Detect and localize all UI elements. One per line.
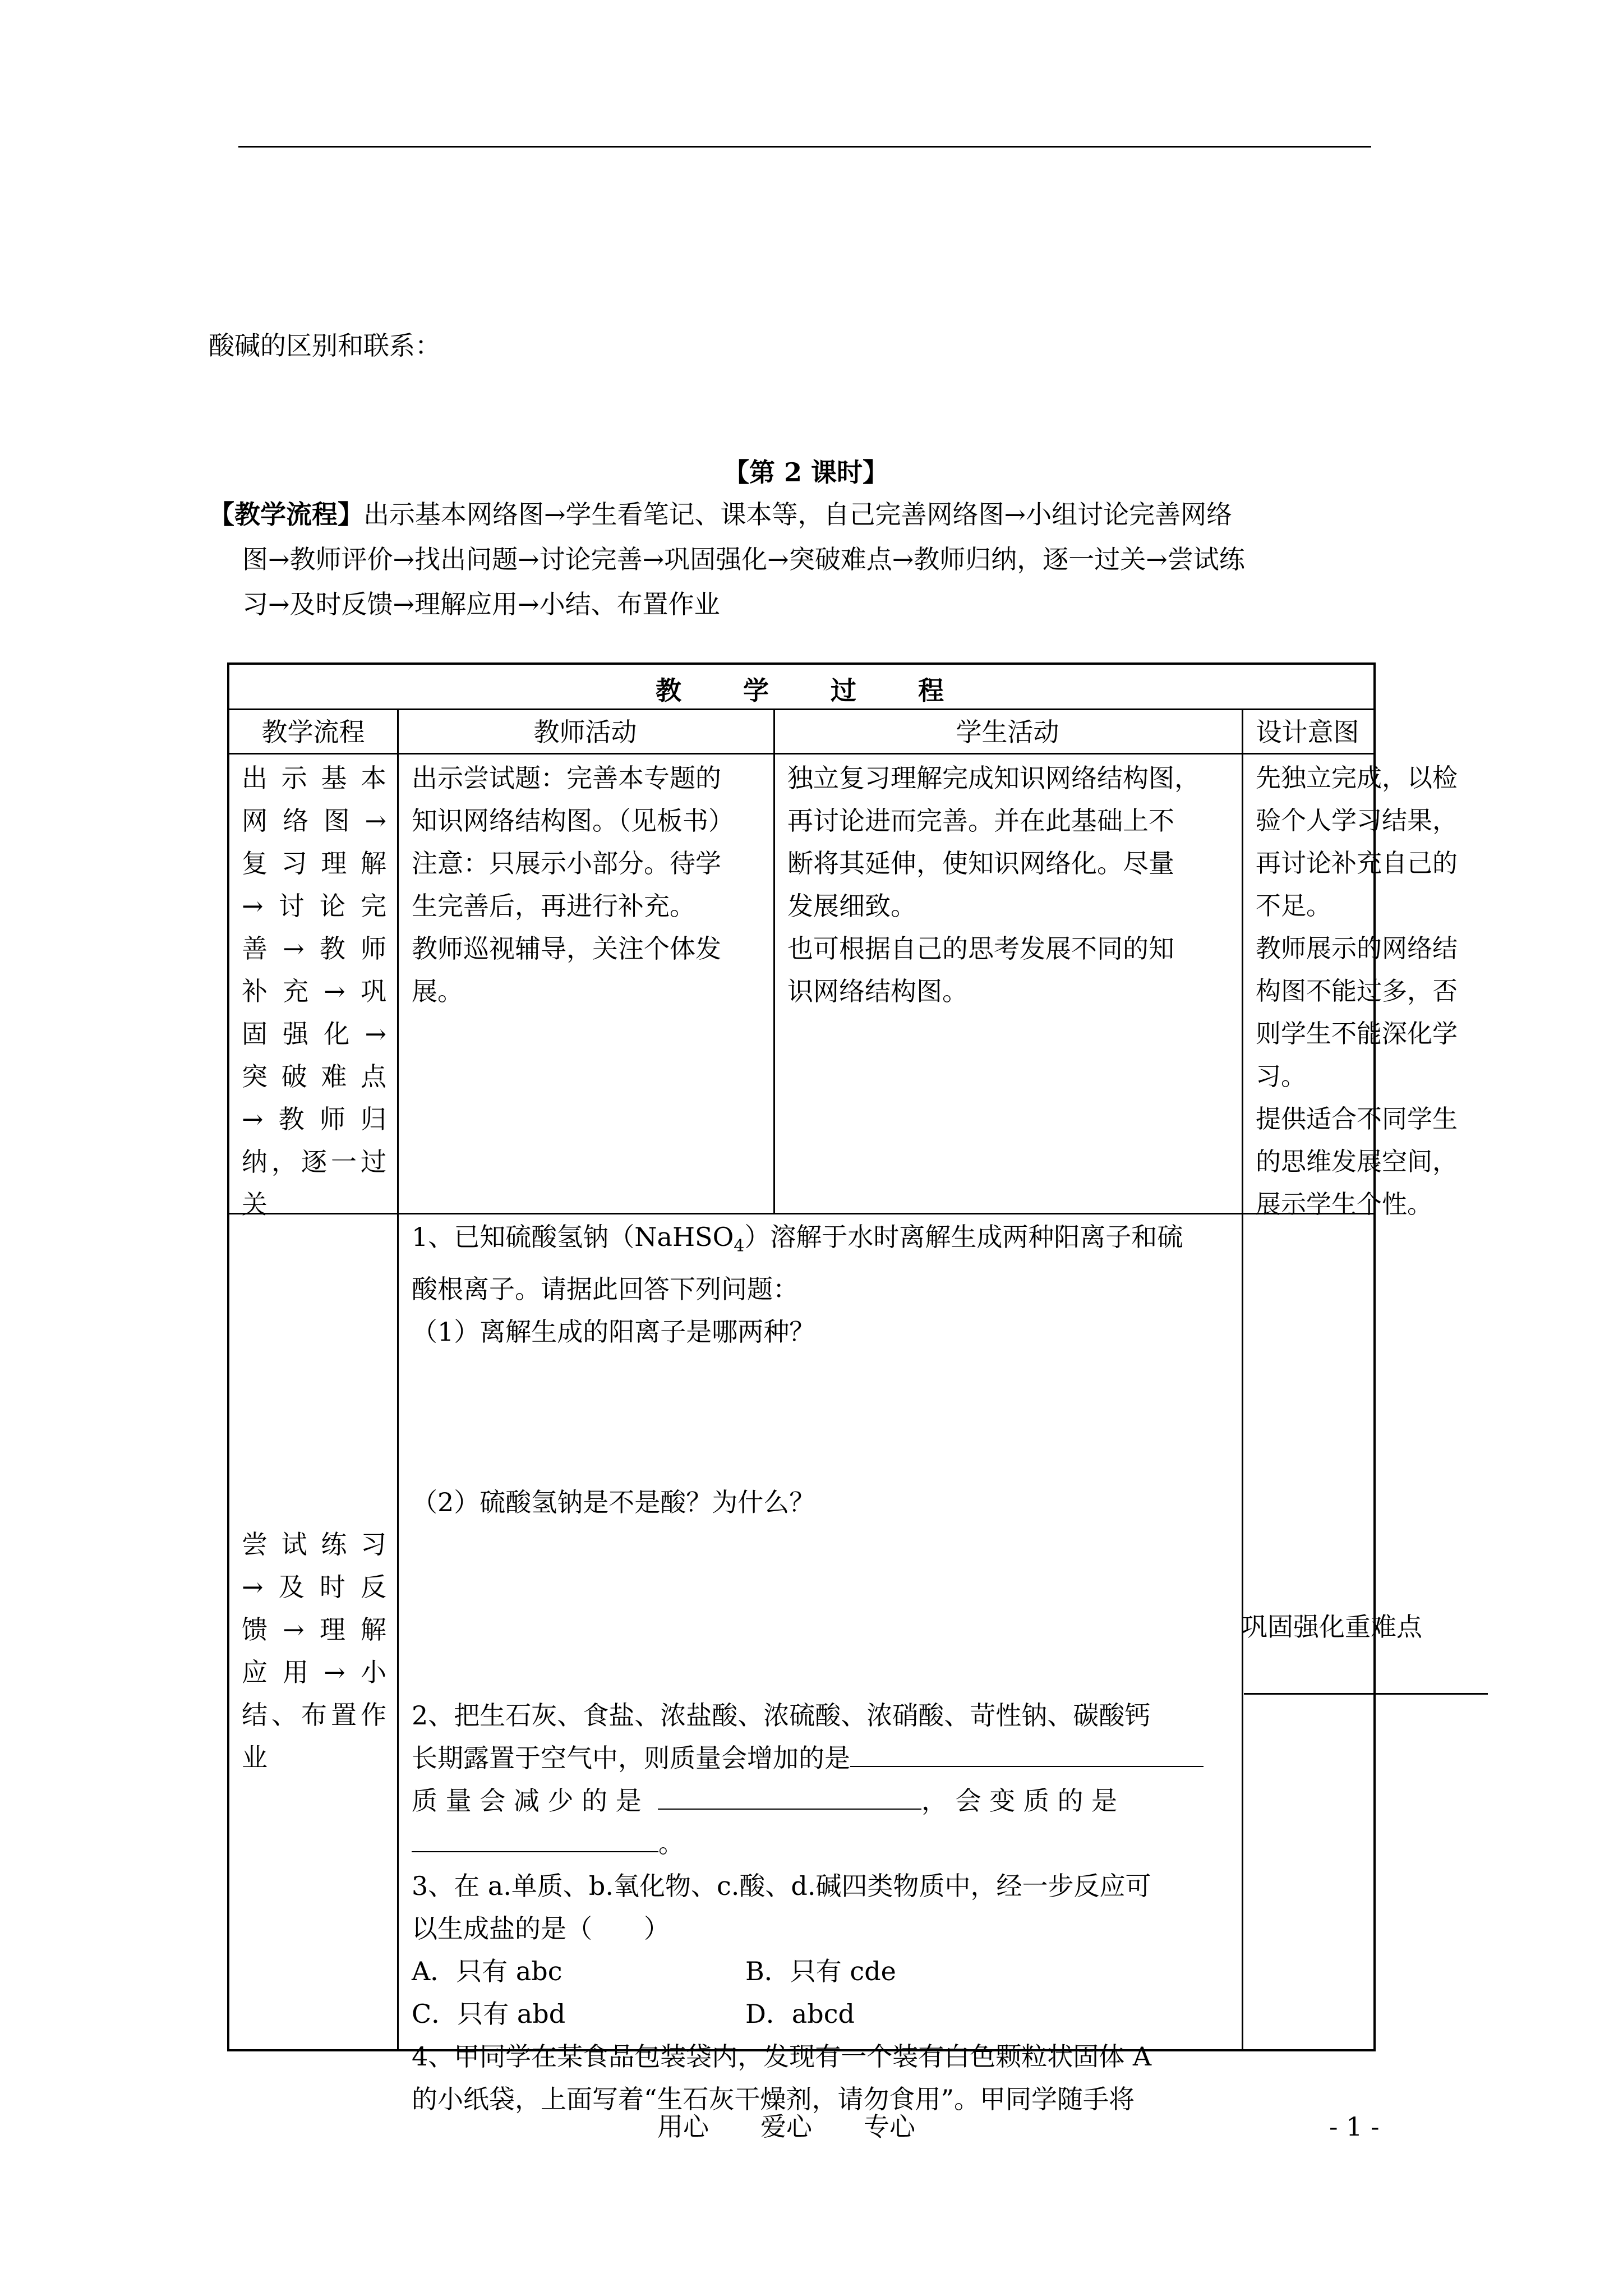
q3-options-row-1: [412, 1950, 1236, 1993]
row1-intent-line: 展示学生个性。: [1256, 1189, 1433, 1219]
row1-intent-line: 构图不能过多，否: [1256, 976, 1458, 1006]
q4-line-2: 的小纸袋，上面写着“生石灰干燥剂，请勿食用”。甲同学随手将: [412, 2084, 1135, 2115]
q2-answer-blank-decrease[interactable]: [658, 1783, 921, 1810]
row2-process-line: 尝试练习: [242, 1529, 386, 1559]
q3-option-d[interactable]: D．abcd: [745, 1999, 855, 2030]
row2-intent: 巩固强化重难点: [1242, 1612, 1422, 1642]
row1-student-line: 发展细致。: [787, 891, 916, 921]
q2-line-4: [412, 1822, 1236, 1865]
teaching-flow-line-1: 出示基本网络图→学生看笔记、课本等，自己完善网络图→小组讨论完善网络: [363, 499, 1233, 530]
q3-line-2: 以生成盐的是（ ）: [412, 1913, 670, 1944]
row1-intent-line: 验个人学习结果，: [1256, 806, 1458, 835]
row1-intent-line: 先独立完成，以检: [1256, 763, 1458, 793]
row1-teacher-line: 出示尝试题：完善本专题的: [412, 763, 721, 793]
row1-process-line: 补充→巩: [242, 976, 386, 1006]
q3-option-b[interactable]: B．只有 cde: [745, 1956, 896, 1987]
teaching-flow: [209, 492, 1364, 627]
row1-intent-line: 提供适合不同学生: [1256, 1104, 1458, 1134]
row2-process-line: →及时反: [242, 1572, 386, 1602]
q2-line-2: [412, 1737, 1236, 1779]
row1-student-line: 识网络结构图。: [787, 976, 968, 1006]
row1-intent-line: 习。: [1256, 1061, 1307, 1091]
row1-intent-line: 则学生不能深化学: [1256, 1019, 1458, 1048]
row1-teacher: [412, 757, 768, 1013]
q2-answer-blank-deteriorate[interactable]: [412, 1825, 658, 1852]
row1-teacher-line: 生完善后，再进行补充。: [412, 891, 695, 921]
row1-teacher-line: 知识网络结构图。（见板书）: [412, 806, 734, 836]
row1-student-line: 也可根据自己的思考发展不同的知: [787, 933, 1174, 964]
q1-part-a: （1）离解生成的阳离子是哪两种？: [412, 1317, 815, 1347]
q1-part-b: （2）硫酸氢钠是不是酸？为什么？: [412, 1487, 815, 1518]
table-col-rule-2: [773, 708, 775, 1213]
row1-process-line: 突破难点: [242, 1061, 386, 1092]
section-heading: 酸碱的区别和联系：: [209, 330, 441, 361]
header-rule: [238, 146, 1371, 148]
teaching-flow-label: 【教学流程】: [209, 499, 363, 530]
row2-process-line: 业: [242, 1742, 268, 1773]
row1-teacher-line: 注意：只展示小部分。待学: [412, 848, 721, 878]
row1-student: [787, 757, 1236, 1013]
q3-option-a[interactable]: A．只有 abc: [412, 1956, 562, 1987]
teaching-flow-line-3: 习→及时反馈→理解应用→小结、布置作业: [242, 589, 720, 619]
q3-line-1: 3、在 a.单质、b.氧化物、c.酸、d.碱四类物质中，经一步反应可: [412, 1871, 1151, 1902]
row2-process-line: 结、布置作: [242, 1700, 386, 1730]
header-student: 学生活动: [956, 717, 1059, 747]
q2-text-decrease: 质 量 会 减 少 的 是: [412, 1786, 642, 1816]
q3-option-c[interactable]: C．只有 abd: [412, 1999, 566, 2030]
row1-process-line: 出示基本: [242, 763, 386, 793]
row1-process-line: 固强化→: [242, 1019, 386, 1049]
q2-text: 长期露置于空气中，则质量会增加的是: [412, 1743, 850, 1774]
teaching-flow-line-2: 图→教师评价→找出问题→讨论完善→巩固强化→突破难点→教师归纳，逐一过关→尝试练: [242, 544, 1245, 574]
row2-process: [242, 1523, 386, 1779]
row1-process-line: 网络图→: [242, 806, 386, 836]
q1-text: 1、已知硫酸氢钠（NaHSO: [412, 1222, 734, 1252]
row2-exercises: [412, 1216, 1236, 2120]
teaching-process-table: [227, 662, 1458, 2115]
table-col-rule-1: [397, 708, 399, 2049]
row1-teacher-line: 展。: [412, 976, 463, 1006]
row2-process-line: 馈→理解: [242, 1614, 386, 1645]
row1-process-line: 纳，逐一过: [242, 1147, 386, 1177]
header-intent: 设计意图: [1256, 717, 1359, 747]
row1-intent-line: 教师展示的网络结: [1256, 933, 1458, 963]
q3-options-row-2: [412, 1993, 1236, 2035]
row1-process: [242, 757, 386, 1226]
q2-answer-blank-increase[interactable]: [850, 1740, 1204, 1767]
row2-process-line: 应用→小: [242, 1657, 386, 1687]
q2-text-deteriorate: ， 会 变 质 的 是: [921, 1786, 1118, 1816]
table-rule-partial: [1244, 1693, 1488, 1695]
row1-process-line: →讨论完: [242, 891, 386, 921]
q1-line-1: [412, 1216, 1236, 1268]
q1-line-2: 酸根离子。请据此回答下列问题：: [412, 1274, 799, 1305]
row1-student-line: 断将其延伸，使知识网络化。尽量: [787, 848, 1174, 878]
table-col-rule-3: [1242, 708, 1243, 2049]
table-rule-row1: [229, 1213, 1373, 1214]
footer-motto: 用心 爱心 专心: [657, 2111, 915, 2142]
row1-process-line: →教师归: [242, 1104, 386, 1134]
page-number: - 1 -: [1329, 2111, 1380, 2142]
row1-intent: [1256, 757, 1458, 1226]
q2-end: 。: [658, 1828, 684, 1859]
lesson-title: 【第 2 课时】: [723, 457, 889, 487]
q1-text-cont: ）溶解于水时离解生成两种阳离子和硫: [744, 1222, 1183, 1252]
row1-student-line: 再讨论进而完善。并在此基础上不: [787, 806, 1174, 836]
row1-process-line: 复习理解: [242, 848, 386, 878]
q2-line-1: 2、把生石灰、食盐、浓盐酸、浓硫酸、浓硝酸、苛性钠、碳酸钙: [412, 1700, 1151, 1731]
row1-process-line: 关: [242, 1189, 268, 1220]
header-process: 教学流程: [261, 717, 365, 747]
row1-intent-line: 再讨论补充自己的: [1256, 848, 1458, 878]
q1-answer-space-a: [412, 1353, 1236, 1481]
row1-process-line: 善→教师: [242, 933, 386, 964]
q2-line-3: [412, 1779, 1236, 1822]
q1-answer-space-b: [412, 1524, 1236, 1694]
row1-teacher-line: 教师巡视辅导，关注个体发: [412, 933, 721, 964]
header-teacher: 教师活动: [533, 717, 637, 747]
q4-line-1: 4、甲同学在某食品包装袋内，发现有一个装有白色颗粒状固体 A: [412, 2041, 1152, 2072]
row1-intent-line: 不足。: [1256, 891, 1332, 921]
table-title: 教 学 过 程: [656, 675, 947, 706]
q1-subscript: 4: [734, 1236, 745, 1257]
row1-intent-line: 的思维发展空间，: [1256, 1147, 1458, 1176]
row1-student-line: 独立复习理解完成知识网络结构图，: [787, 763, 1200, 793]
